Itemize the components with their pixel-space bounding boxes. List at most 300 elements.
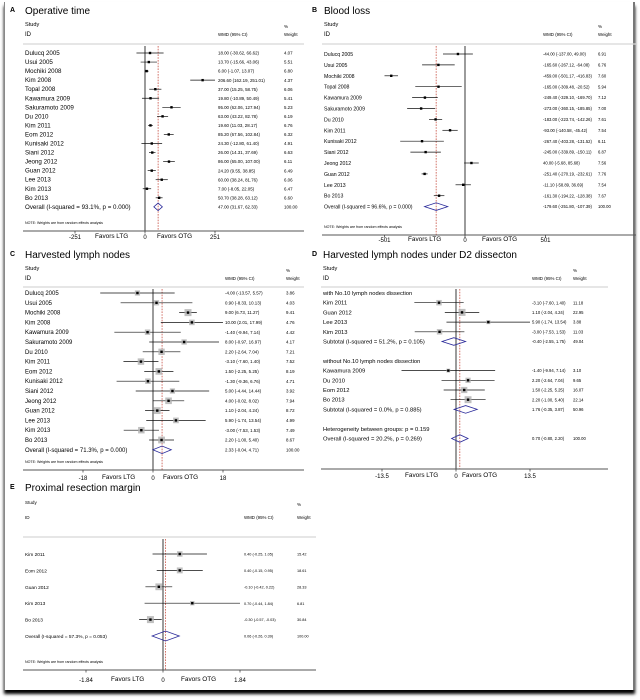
weight-text: 8.67	[286, 437, 295, 443]
panel-title: Operative time	[25, 6, 91, 17]
favors-right-label: Favors OTG	[482, 236, 518, 243]
panel-letter: A	[10, 7, 16, 14]
study-label: Sakuramoto 2009	[25, 104, 74, 112]
study-row	[25, 398, 295, 405]
subtotal-diamond	[442, 338, 466, 346]
weight-text: 5.23	[284, 104, 293, 110]
weight-text: 8.72	[286, 408, 295, 414]
overall-label: Overall (I-squared = 93.1%, p = 0.000)	[25, 203, 131, 211]
study-label: Jeong 2012	[25, 158, 58, 166]
study-label: Kunisaki 2012	[25, 140, 64, 148]
study-row	[25, 177, 293, 184]
subtotal-label: Subtotal (I-squared = 51.2%, p = 0.105)	[323, 339, 425, 346]
column-header-study: Study	[25, 500, 37, 505]
weight-text: 6.19	[284, 113, 293, 119]
effect-ci-text: 206.60 (162.19, 251.01)	[218, 77, 265, 83]
study-label: Kim 2011	[25, 359, 50, 366]
effect-ci-text: 1.10 (-2.04, 4.24)	[532, 310, 565, 315]
overall-row	[25, 631, 309, 641]
weight-text: 3.86	[286, 290, 295, 296]
effect-ci-text: 1.50 (-2.25, 5.25)	[532, 387, 565, 393]
study-label: Kim 2011	[25, 122, 51, 130]
effect-ci-text: -249.40 (-329.10, -169.70)	[543, 95, 592, 101]
study-label: Kim 2011	[25, 553, 45, 558]
group-row	[322, 359, 420, 365]
forest-panel-b	[312, 6, 636, 244]
point-estimate	[187, 311, 189, 313]
study-row	[25, 195, 293, 202]
effect-ci-text: 63.00 (43.22, 82.78)	[218, 113, 258, 119]
study-row	[25, 68, 293, 75]
weight-text: 7.54	[598, 182, 607, 188]
study-row	[25, 427, 295, 434]
column-header-weight: Weight	[573, 276, 587, 281]
study-label: Guan 2012	[324, 171, 350, 178]
effect-ci-text: -0.40 (-2.55, 1.75)	[532, 339, 566, 345]
weight-text: 7.54	[598, 127, 607, 133]
study-row	[25, 388, 295, 395]
study-label: Bo 2013	[323, 397, 345, 404]
column-header-weight: Weight	[286, 276, 300, 281]
effect-ci-text: 24.20 (9.55, 38.85)	[218, 168, 256, 174]
point-estimate	[156, 409, 158, 411]
weight-text: 100.00	[598, 204, 611, 210]
effect-ci-text: 85.20 (67.56, 102.84)	[218, 132, 260, 138]
effect-ci-text: -245.00 (-339.89, -150.11)	[543, 149, 592, 155]
weight-text: 6.11	[284, 159, 293, 165]
study-label: Topal 2008	[324, 84, 350, 91]
weight-text: 4.03	[286, 300, 295, 306]
point-estimate	[191, 602, 193, 604]
effect-ci-text: 37.00 (15.25, 58.75)	[218, 86, 258, 92]
point-estimate	[421, 140, 423, 142]
weights-note: NOTE: Weights are from random effects analysis	[25, 660, 103, 664]
forest-panel-c	[10, 250, 304, 482]
weight-text: 4.91	[284, 141, 293, 147]
point-estimate	[183, 341, 185, 343]
column-header-weight: Weight	[284, 32, 298, 37]
weight-text: 4.71	[286, 378, 295, 384]
favors-left-label: Favors LTG	[408, 236, 442, 243]
x-tick-label: -18	[78, 476, 88, 482]
study-row	[25, 601, 304, 607]
weight-text: 7.49	[286, 427, 295, 433]
weight-text: 16.07	[573, 387, 584, 393]
effect-ci-text: -165.00 (-309.48, -20.52)	[543, 84, 590, 90]
point-estimate	[145, 70, 147, 72]
favors-left-label: Favors LTG	[95, 233, 129, 240]
effect-ci-text: 4.00 (-0.02, 8.02)	[225, 398, 259, 404]
column-header-study: Study	[324, 22, 339, 28]
study-label: Kawamura 2009	[25, 330, 69, 337]
x-tick-label: -13.5	[375, 474, 389, 480]
study-label: Eom 2012	[25, 131, 54, 139]
point-estimate	[148, 61, 150, 63]
point-estimate	[438, 331, 440, 333]
effect-ci-text: 47.00 (31.67, 62.33)	[218, 204, 258, 210]
point-estimate	[179, 553, 181, 555]
weight-text: 3.10	[573, 368, 582, 374]
study-label: Bo 2013	[324, 193, 344, 200]
study-label: Dulucq 2005	[25, 291, 59, 297]
study-label: Du 2010	[323, 378, 345, 385]
weight-text: 100.00	[284, 204, 298, 210]
x-tick-label: 251	[209, 235, 221, 241]
study-label: Du 2010	[25, 113, 49, 121]
point-estimate	[447, 369, 449, 371]
study-label: Kim 2013	[25, 602, 46, 608]
weight-text: 5.41	[284, 95, 293, 101]
point-estimate	[434, 118, 436, 120]
weight-text: 6.76	[284, 123, 293, 128]
effect-ci-text: -161.30 (-194.22, -128.38)	[543, 193, 592, 199]
point-estimate	[179, 569, 181, 571]
point-estimate	[191, 321, 193, 323]
weights-note: NOTE: Weights are from random effects analysis	[324, 225, 402, 229]
study-label: Kim 2008	[25, 320, 51, 327]
study-label: Jeong 2012	[324, 161, 352, 167]
effect-ci-text: -267.40 (-403.28, -131.52)	[543, 138, 592, 144]
weight-text: 22.95	[573, 310, 584, 315]
effect-ci-text: -3.10 (-7.60, 1.40)	[532, 300, 566, 306]
weight-text: 49.04	[573, 339, 584, 345]
point-estimate	[438, 195, 440, 197]
weight-text: 6.87	[598, 149, 607, 155]
effect-ci-text: 2.20 (-2.64, 7.04)	[225, 349, 259, 355]
effect-ci-text: 24.30 (-12.80, 61.40)	[218, 141, 260, 147]
point-estimate	[168, 133, 170, 135]
study-label: Kim 2013	[25, 185, 52, 193]
effect-ci-text: 95.00 (62.06, 127.94)	[218, 104, 260, 110]
overall-row	[25, 203, 298, 211]
effect-ci-text: 1.50 (-2.25, 5.25)	[225, 369, 259, 374]
point-estimate	[155, 302, 157, 304]
column-header-id: ID	[324, 32, 330, 38]
study-row	[25, 150, 293, 157]
study-row	[25, 378, 295, 385]
effect-ci-text: -183.00 (-223.74, -142.26)	[543, 117, 592, 122]
study-row	[25, 168, 293, 175]
effect-ci-text: 0.70 (-0.80, 2.20)	[532, 436, 565, 442]
panel-letter: C	[10, 251, 16, 258]
weight-text: 7.67	[598, 193, 607, 199]
study-row	[323, 300, 584, 307]
point-estimate	[467, 379, 469, 381]
study-label: Du 2010	[25, 349, 48, 356]
point-estimate	[390, 75, 392, 77]
point-estimate	[420, 107, 422, 109]
study-label: Mochiki 2008	[25, 310, 61, 317]
overall-row	[324, 203, 611, 211]
column-header-id: ID	[323, 276, 329, 282]
column-header-effect: WMD (95% CI)	[532, 276, 562, 281]
panel-letter: B	[312, 7, 318, 14]
x-tick-label: 0	[151, 476, 155, 482]
point-estimate	[151, 142, 153, 144]
weight-text: 11.18	[573, 300, 584, 306]
effect-ci-text: 0.06 (-0.26, 0.39)	[244, 634, 274, 639]
column-header-id: ID	[25, 515, 30, 520]
weight-text: 4.76	[286, 320, 295, 325]
point-estimate	[158, 370, 160, 372]
weights-note: NOTE: Weights are from random effects analysis	[25, 221, 103, 225]
point-estimate	[161, 179, 163, 181]
effect-ci-text: 2.33 (-0.04, 4.71)	[225, 447, 259, 453]
point-estimate	[424, 151, 426, 153]
weight-text: 6.06	[284, 86, 293, 92]
point-estimate	[151, 169, 153, 171]
study-row	[323, 378, 582, 385]
overall-label: Overall (I-squared = 71.3%, p = 0.000)	[25, 447, 128, 454]
panel-title: Proximal resection margin	[25, 483, 141, 494]
weight-text: 9.65	[573, 377, 582, 383]
effect-ci-text: 86.00 (65.00, 107.00)	[218, 159, 260, 165]
group-label: without No.10 lymph nodes dissection	[323, 358, 421, 365]
effect-ci-text: 1.76 (-0.35, 3.87)	[532, 407, 565, 412]
study-label: Guan 2012	[323, 310, 352, 317]
subtotal-row	[323, 406, 584, 414]
column-header-study: Study	[323, 266, 338, 272]
overall-label: Overall (I-squared = 57.3%, p = 0.053)	[25, 635, 107, 640]
effect-ci-text: -1.40 (-9.94, 7.14)	[225, 329, 261, 335]
forest-panel-e	[10, 483, 316, 684]
x-tick-label: 18	[219, 476, 227, 482]
study-label: Usui 2005	[324, 62, 348, 69]
study-row	[25, 77, 293, 84]
study-label: Topal 2008	[25, 86, 56, 94]
study-label: Bo 2013	[25, 618, 43, 624]
weight-text: 6.63	[284, 150, 293, 156]
weight-text: 6.91	[598, 51, 607, 57]
effect-ci-text: -179.60 (-251.80, -107.39)	[543, 204, 592, 210]
effect-ci-text: -1.40 (-9.94, 7.14)	[532, 368, 566, 374]
study-row	[323, 320, 582, 326]
point-estimate	[147, 380, 149, 382]
study-label: Guan 2012	[25, 585, 49, 591]
study-label: Usui 2005	[25, 59, 53, 67]
weight-text: 4.99	[286, 418, 295, 423]
weight-text: 4.07	[284, 50, 293, 56]
study-label: Dulucq 2005	[25, 50, 60, 57]
study-label: Usui 2005	[25, 300, 53, 307]
effect-ci-text: -3.10 (-7.60, 1.40)	[225, 359, 261, 365]
point-estimate	[161, 115, 163, 117]
study-row	[323, 309, 584, 317]
effect-ci-text: 7.00 (-8.05, 22.05)	[218, 186, 255, 192]
study-label: Siani 2012	[324, 150, 349, 157]
point-estimate	[149, 618, 151, 620]
study-row	[25, 159, 293, 166]
forest-panel-a	[10, 6, 304, 241]
study-row	[323, 396, 584, 403]
weight-text: 6.11	[598, 138, 606, 144]
weight-text: 6.06	[284, 177, 293, 183]
group-row	[323, 427, 430, 433]
study-row	[25, 349, 295, 356]
column-header-percent: %	[284, 24, 289, 29]
effect-ci-text: 5.90 (-1.74, 13.54)	[225, 418, 262, 423]
group-label: Heterogeneity between groups: p = 0.159	[323, 426, 430, 433]
weight-text: 7.00	[598, 106, 607, 112]
x-tick-label: -501	[378, 238, 391, 244]
study-row	[25, 407, 295, 414]
weight-text: 7.94	[286, 398, 295, 404]
effect-ci-text: -273.00 (-360.15, -185.85)	[543, 106, 592, 112]
effect-ci-text: -3.00 (-7.53, 1.53)	[225, 427, 261, 433]
overall-label: Overall (I-squared = 96.6%, p = 0.000)	[324, 204, 413, 211]
study-label: Kim 2011	[324, 128, 346, 135]
study-row	[25, 290, 295, 297]
study-row	[25, 50, 293, 57]
weight-text: 7.60	[598, 73, 607, 79]
weights-note: NOTE: Weights are from random effects analysis	[25, 460, 103, 464]
effect-ci-text: 50.70 (38.28, 63.12)	[218, 195, 258, 201]
study-row	[25, 368, 295, 375]
subtotal-row	[323, 338, 584, 346]
group-row	[322, 291, 412, 297]
study-label: Bo 2013	[25, 438, 48, 444]
point-estimate	[149, 124, 151, 126]
effect-ci-text: -93.00 (-140.58, -45.42)	[543, 127, 588, 133]
weight-text: 9.41	[286, 310, 295, 316]
study-row	[25, 300, 295, 307]
point-estimate	[146, 331, 148, 333]
study-label: Siani 2012	[25, 149, 55, 157]
weight-text: 18.61	[297, 569, 307, 573]
study-row	[25, 309, 295, 317]
weight-text: 22.14	[573, 397, 584, 403]
weight-text: 6.76	[598, 62, 607, 68]
overall-label: Overall (I-squared = 20.2%, p = 0.269)	[323, 436, 422, 443]
study-label: Kawamura 2009	[323, 368, 366, 375]
effect-ci-text: 10.00 (2.01, 17.99)	[225, 320, 263, 325]
panel-title: Harvested lymph nodes	[25, 250, 131, 261]
point-estimate	[423, 173, 425, 175]
study-row	[25, 418, 295, 425]
weight-text: 5.51	[284, 59, 293, 65]
study-row	[25, 131, 293, 138]
favors-right-label: Favors OTG	[462, 472, 498, 479]
column-header-percent: %	[297, 502, 302, 507]
study-row	[25, 141, 293, 148]
weight-text: 100.00	[573, 436, 586, 442]
study-label: Kunisaki 2012	[25, 379, 63, 386]
study-row	[25, 86, 293, 93]
study-label: Jeong 2012	[25, 398, 57, 405]
point-estimate	[437, 64, 439, 66]
weight-text: 6.47	[284, 186, 293, 192]
effect-ci-text: 5.00 (-4.44, 14.44)	[225, 388, 262, 394]
study-label: Bo 2013	[25, 194, 49, 202]
point-estimate	[171, 390, 173, 392]
x-tick-label: 0	[161, 678, 165, 684]
effect-ci-text: 19.80 (-10.89, 50.49)	[218, 95, 260, 101]
point-estimate	[158, 197, 160, 199]
group-label: with No.10 lymph nodes dissection	[323, 291, 413, 297]
column-header-effect: WMD (95% CI)	[244, 515, 274, 520]
weight-text: 11.03	[573, 329, 584, 335]
favors-right-label: Favors OTG	[163, 474, 199, 481]
study-label: Guan 2012	[25, 167, 56, 175]
study-row	[323, 387, 584, 394]
panel-title: Harvested lymph nodes under D2 dissecton	[323, 250, 517, 261]
x-tick-label: 1.84	[234, 678, 246, 684]
forest-panel-d	[312, 250, 608, 480]
column-header-effect: WMD (95% CI)	[543, 32, 573, 37]
study-label: Sakuramoto 2009	[25, 340, 73, 346]
study-row	[25, 616, 307, 624]
study-label: Lee 2013	[25, 418, 51, 425]
effect-ci-text: -251.40 (-270.19, -232.61)	[543, 171, 592, 177]
effect-ci-text: -0.30 (-0.57, -0.03)	[244, 618, 276, 623]
x-tick-label: 13.5	[524, 474, 536, 480]
weight-text: 50.96	[573, 407, 584, 412]
weight-text: 8.19	[286, 369, 295, 374]
point-estimate	[158, 586, 160, 588]
study-label: Kawamura 2009	[25, 95, 71, 103]
point-estimate	[461, 311, 463, 313]
study-row	[25, 122, 293, 129]
effect-ci-text: 40.00 (-5.68, 85.68)	[543, 160, 580, 166]
weight-text: 3.88	[573, 319, 582, 325]
point-estimate	[175, 419, 177, 421]
effect-ci-text: 2.20 (-1.00, 5.40)	[532, 397, 565, 403]
effect-ci-text: 8.00 (-0.97, 16.97)	[225, 339, 262, 345]
weight-text: 7.61	[598, 117, 607, 122]
point-estimate	[437, 86, 439, 88]
weight-text: 3.92	[286, 388, 295, 394]
effect-ci-text: -1.30 (-9.36, 6.76)	[225, 378, 261, 384]
point-estimate	[470, 162, 472, 164]
effect-ci-text: 2.20 (-2.64, 7.04)	[532, 377, 565, 383]
study-row	[25, 104, 293, 111]
effect-ci-text: -3.00 (-7.53, 1.53)	[532, 329, 566, 335]
x-tick-label: 0	[143, 235, 147, 241]
column-header-weight: Weight	[297, 515, 311, 520]
point-estimate	[438, 302, 440, 304]
favors-left-label: Favors LTG	[102, 474, 136, 481]
study-row	[323, 329, 584, 336]
x-tick-label: -251	[68, 235, 82, 241]
subtotal-diamond	[454, 406, 477, 414]
column-header-effect: WMD (95% CI)	[225, 276, 255, 281]
study-label: Lee 2013	[323, 320, 348, 327]
weight-text: 6.32	[284, 132, 293, 138]
weight-text: 100.00	[297, 634, 309, 639]
overall-row	[323, 435, 586, 443]
study-label: Mochiki 2008	[324, 73, 355, 80]
point-estimate	[467, 399, 469, 401]
point-estimate	[154, 88, 156, 90]
point-estimate	[160, 351, 162, 353]
x-tick-label: 501	[540, 238, 551, 244]
favors-right-label: Favors OTG	[157, 233, 193, 240]
study-row	[25, 113, 293, 120]
effect-ci-text: 0.40 (-0.25, 1.05)	[244, 552, 274, 557]
column-header-weight: Weight	[598, 32, 612, 37]
weight-text: 6.49	[284, 168, 293, 174]
study-row	[25, 437, 295, 444]
column-header-percent: %	[286, 268, 291, 273]
x-tick-label: 0	[454, 474, 458, 480]
weight-text: 6.80	[284, 68, 293, 74]
effect-ci-text: 1.10 (-2.04, 4.24)	[225, 408, 259, 414]
weight-text: 28.33	[297, 585, 307, 590]
x-tick-label: 0	[463, 238, 467, 244]
effect-ci-text: -44.00 (-137.00, 49.00)	[543, 51, 586, 57]
study-label: Kim 2013	[25, 428, 51, 435]
point-estimate	[462, 184, 464, 186]
